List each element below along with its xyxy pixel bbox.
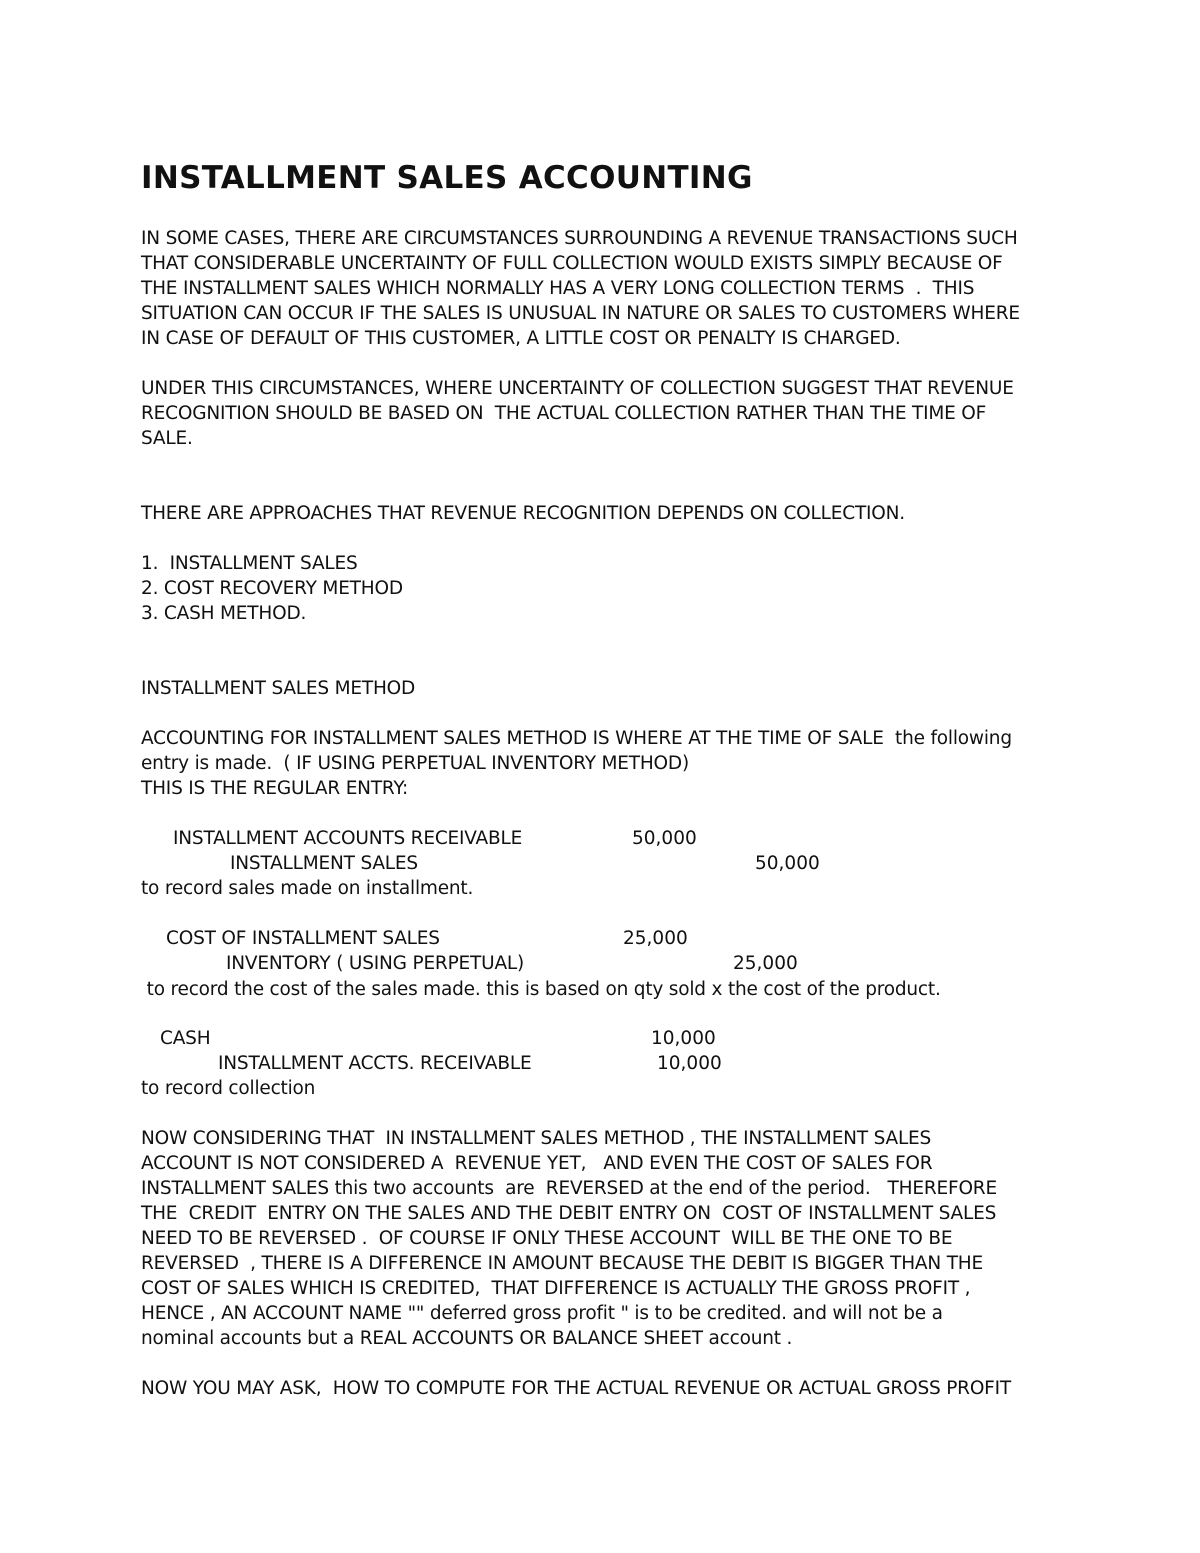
considering-line: HENCE , AN ACCOUNT NAME "" deferred gross profit " is to be credited. and will not be a [141, 1303, 943, 1324]
approach-item: 2. COST RECOVERY METHOD [141, 578, 403, 599]
entry-debit-account: CASH [160, 1028, 211, 1049]
considering-line: COST OF SALES WHICH IS CREDITED, THAT DIFFERENCE IS ACTUALLY THE GROSS PROFIT , [141, 1278, 971, 1299]
considering-line: NOW CONSIDERING THAT IN INSTALLMENT SALES METHOD , THE INSTALLMENT SALES [141, 1128, 932, 1149]
document-title: INSTALLMENT SALES ACCOUNTING [141, 160, 753, 196]
entry-note: to record collection [141, 1078, 316, 1099]
entry-credit-account: INVENTORY ( USING PERPETUAL) [226, 953, 525, 974]
considering-line: INSTALLMENT SALES this two accounts are REVERSED at the end of the period. THEREFORE [141, 1178, 997, 1199]
considering-line: THE CREDIT ENTRY ON THE SALES AND THE DEBIT ENTRY ON COST OF INSTALLMENT SALES [141, 1203, 997, 1224]
entry-note: to record the cost of the sales made. this is based on qty sold x the cost of the product. [141, 979, 941, 1000]
under-line: UNDER THIS CIRCUMSTANCES, WHERE UNCERTAINTY OF COLLECTION SUGGEST THAT REVENUE [141, 378, 1014, 399]
intro-line: IN CASE OF DEFAULT OF THIS CUSTOMER, A LITTLE COST OR PENALTY IS CHARGED. [141, 328, 901, 349]
under-line: SALE. [141, 428, 193, 449]
considering-line: nominal accounts but a REAL ACCOUNTS OR BALANCE SHEET account . [141, 1328, 793, 1349]
intro-line: THE INSTALLMENT SALES WHICH NORMALLY HAS A VERY LONG COLLECTION TERMS . THIS [141, 278, 975, 299]
method-text-line: ACCOUNTING FOR INSTALLMENT SALES METHOD IS WHERE AT THE TIME OF SALE the following [141, 728, 1012, 749]
considering-line: NEED TO BE REVERSED . OF COURSE IF ONLY THESE ACCOUNT WILL BE THE ONE TO BE [141, 1228, 953, 1249]
method-heading: INSTALLMENT SALES METHOD [141, 678, 416, 699]
method-text-line: THIS IS THE REGULAR ENTRY: [141, 778, 409, 799]
entry-credit-amount: 50,000 [755, 853, 820, 874]
entry-debit-account: INSTALLMENT ACCOUNTS RECEIVABLE [173, 828, 523, 849]
entry-debit-account: COST OF INSTALLMENT SALES [166, 928, 440, 949]
method-text-line: entry is made. ( IF USING PERPETUAL INVENTORY METHOD) [141, 753, 689, 774]
entry-debit-amount: 50,000 [632, 828, 697, 849]
entry-credit-amount: 10,000 [657, 1053, 722, 1074]
entry-credit-account: INSTALLMENT ACCTS. RECEIVABLE [218, 1053, 532, 1074]
entry-note: to record sales made on installment. [141, 878, 474, 899]
entry-debit-amount: 10,000 [651, 1028, 716, 1049]
intro-line: SITUATION CAN OCCUR IF THE SALES IS UNUSUAL IN NATURE OR SALES TO CUSTOMERS WHERE [141, 303, 1020, 324]
approach-item: 1. INSTALLMENT SALES [141, 553, 358, 574]
approach-item: 3. CASH METHOD. [141, 603, 307, 624]
considering-line: REVERSED , THERE IS A DIFFERENCE IN AMOUNT BECAUSE THE DEBIT IS BIGGER THAN THE [141, 1253, 984, 1274]
intro-line: THAT CONSIDERABLE UNCERTAINTY OF FULL COLLECTION WOULD EXISTS SIMPLY BECAUSE OF [141, 253, 1003, 274]
under-line: RECOGNITION SHOULD BE BASED ON THE ACTUAL COLLECTION RATHER THAN THE TIME OF [141, 403, 987, 424]
entry-credit-amount: 25,000 [733, 953, 798, 974]
closing-question: NOW YOU MAY ASK, HOW TO COMPUTE FOR THE ACTUAL REVENUE OR ACTUAL GROSS PROFIT [141, 1378, 1011, 1399]
entry-credit-account: INSTALLMENT SALES [230, 853, 418, 874]
entry-debit-amount: 25,000 [623, 928, 688, 949]
approaches-intro: THERE ARE APPROACHES THAT REVENUE RECOGNITION DEPENDS ON COLLECTION. [141, 503, 905, 524]
considering-line: ACCOUNT IS NOT CONSIDERED A REVENUE YET, AND EVEN THE COST OF SALES FOR [141, 1153, 933, 1174]
intro-line: IN SOME CASES, THERE ARE CIRCUMSTANCES SURROUNDING A REVENUE TRANSACTIONS SUCH [141, 228, 1018, 249]
